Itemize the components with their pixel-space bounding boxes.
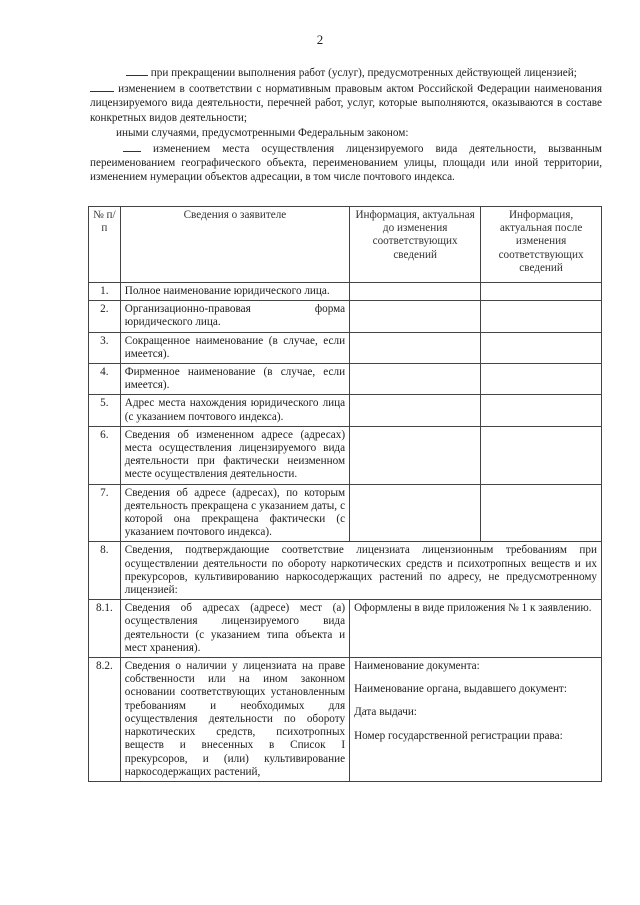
- row-num: 6.: [89, 426, 121, 484]
- header-before: Информация, актуальная до изменения соответствующих сведений: [350, 207, 481, 283]
- row-text: Сведения, подтверждающие соответствие лицензиата лицензионным требованиям при осуществлении деятельности по обороту наркотических средств и психотропных веществ и их прекурсоров, культивированию наркосодержащих растений по адресу, не предусмотренному лицензией:: [120, 542, 601, 600]
- row-text: Сокращенное наименование (в случае, если имеется).: [120, 332, 349, 363]
- header-num: № п/п: [89, 207, 121, 283]
- row-num: 5.: [89, 395, 121, 426]
- intro-line-3: иными случаями, предусмотренными Федеральным законом:: [116, 126, 409, 139]
- intro-line-4: изменением места осуществления лицензируемого вида деятельности, вызванным переименованием географического объекта, переименованием улицы, площади или иной территории, изменением нумерации объектов адресации, в том числе почтового индекса.: [90, 143, 602, 184]
- row-text: Сведения об адресе (адресах), по которым деятельность прекращена с указанием даты, с которой она прекращена фактически (с указанием почтового индекса).: [120, 484, 349, 542]
- row-text: Фирменное наименование (в случае, если имеется).: [120, 364, 349, 395]
- blank-line: [123, 141, 141, 152]
- row-before-cell[interactable]: [350, 332, 481, 363]
- row-after-cell[interactable]: [481, 301, 602, 332]
- field-registration-number: Номер государственной регистрации права:: [354, 729, 563, 742]
- row-after-cell[interactable]: [481, 395, 602, 426]
- page-number: 2: [316, 32, 324, 47]
- row-num: 4.: [89, 364, 121, 395]
- blank-line: [90, 81, 114, 92]
- table-row: [89, 301, 602, 332]
- table-header-row: [89, 207, 602, 283]
- row-after-cell[interactable]: [481, 484, 602, 542]
- intro-line-1: при прекращении выполнения работ (услуг), предусмотренных действующей лицензией;: [150, 67, 577, 79]
- row-text: Сведения об измененном адресе (адресах) места осуществления лицензируемого вида деятельности при фактически неизменном месте осуществления деятельности.: [120, 426, 349, 484]
- row-num: 2.: [89, 301, 121, 332]
- row-after-cell[interactable]: [481, 426, 602, 484]
- row-before-cell[interactable]: [350, 484, 481, 542]
- table-row: [89, 364, 602, 395]
- row-before-cell[interactable]: [350, 301, 481, 332]
- table-row: [89, 484, 602, 542]
- row-text: Сведения о наличии у лицензиата на праве собственности или на ином законном основании соответствующих установленным требованиям и необходимых для осуществления деятельности по обороту наркотических средств, психотропных веществ и внесенных в Список I прекурсоров, и (или) культивирование наркосодержащих растений,: [120, 658, 349, 782]
- intro-paragraph-4: [90, 141, 602, 185]
- intro-paragraph-2: [90, 81, 602, 125]
- row-before-cell[interactable]: [350, 395, 481, 426]
- row-text: Сведения об адресах (адресе) мест (а) осуществления лицензируемого вида деятельности (с указанием типа объекта и мест хранения).: [120, 600, 349, 658]
- header-info: Сведения о заявителе: [120, 207, 349, 283]
- header-after: Информация, актуальная после изменения соответствующих сведений: [481, 207, 602, 283]
- table-row-section-8: [89, 542, 602, 600]
- row-after-cell[interactable]: [481, 332, 602, 363]
- table-row: [89, 283, 602, 301]
- row-num: 1.: [89, 283, 121, 301]
- row-num: 8.: [89, 542, 121, 600]
- row-text: Адрес места нахождения юридического лица (с указанием почтового индекса).: [120, 395, 349, 426]
- field-document-name: Наименование документа:: [354, 660, 480, 673]
- row-text: Организационно-правовая форма юридического лица.: [120, 301, 349, 332]
- applicant-info-table: [88, 206, 602, 782]
- document-fields-cell[interactable]: [350, 658, 602, 782]
- row-num: 7.: [89, 484, 121, 542]
- intro-line-2: изменением в соответствии с нормативным правовым актом Российской Федерации наименования лицензируемого вида деятельности, перечней работ, услуг, которые выполняются, оказываются в составе конкретных видов деятельности;: [90, 83, 602, 124]
- table-row: [89, 658, 602, 782]
- row-info-cell: Оформлены в виде приложения № 1 к заявлению.: [350, 600, 602, 658]
- row-before-cell[interactable]: [350, 364, 481, 395]
- row-after-cell[interactable]: [481, 364, 602, 395]
- table-row: [89, 600, 602, 658]
- table-row: [89, 332, 602, 363]
- field-issue-date: Дата выдачи:: [354, 706, 417, 719]
- intro-paragraph-3: [90, 126, 602, 140]
- row-num: 8.2.: [89, 658, 121, 782]
- intro-paragraph-1: [90, 65, 602, 80]
- field-issuing-authority: Наименование органа, выдавшего документ:: [354, 683, 567, 696]
- row-before-cell[interactable]: [350, 426, 481, 484]
- row-before-cell[interactable]: [350, 283, 481, 301]
- table-row: [89, 395, 602, 426]
- row-num: 3.: [89, 332, 121, 363]
- row-text: Полное наименование юридического лица.: [120, 283, 349, 301]
- blank-line: [126, 65, 148, 76]
- row-num: 8.1.: [89, 600, 121, 658]
- table-row: [89, 426, 602, 484]
- intro-text: [90, 65, 602, 186]
- row-after-cell[interactable]: [481, 283, 602, 301]
